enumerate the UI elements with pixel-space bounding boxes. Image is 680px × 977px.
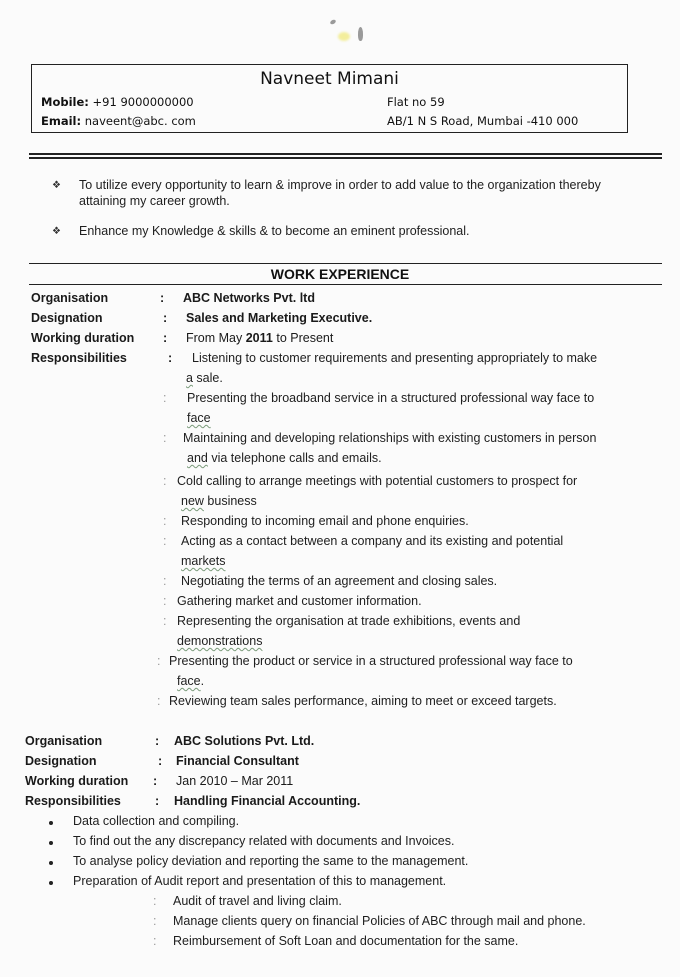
sub-item: Manage clients query on financial Policies of ABC through mail and phone. xyxy=(173,914,586,928)
colon: : xyxy=(158,754,163,768)
colon: : xyxy=(163,614,167,628)
objective-text: attaining my career growth. xyxy=(79,194,230,208)
divider xyxy=(29,157,662,159)
mobile-label: Mobile: xyxy=(41,95,89,109)
responsibility-item: Reviewing team sales performance, aiming to meet or exceed targets. xyxy=(169,694,557,708)
colon: : xyxy=(153,894,157,908)
email-row xyxy=(41,114,196,128)
colon: : xyxy=(155,734,160,748)
responsibility-item-continuation: and via telephone calls and emails. xyxy=(187,451,382,465)
organisation-value: ABC Solutions Pvt. Ltd. xyxy=(174,734,315,748)
responsibility-item-continuation: demonstrations xyxy=(177,634,263,648)
colon: : xyxy=(153,934,157,948)
objective-text: Enhance my Knowledge & skills & to become an eminent professional. xyxy=(79,224,470,238)
responsibility-item: Presenting the product or service in a structured professional way face to xyxy=(169,654,573,668)
objectives-list xyxy=(52,177,652,254)
diamond-bullet-icon: ❖ xyxy=(52,180,61,191)
designation-value: Financial Consultant xyxy=(176,754,299,768)
responsibility-item: Responding to incoming email and phone enquiries. xyxy=(181,514,469,528)
candidate-name: Navneet Mimani xyxy=(260,69,399,89)
address-line-1: Flat no 59 xyxy=(387,95,445,109)
label-organisation: Organisation xyxy=(31,291,109,305)
mobile-value: +91 9000000000 xyxy=(92,95,194,109)
responsibility-item: Representing the organisation at trade exhibitions, events and xyxy=(177,614,521,628)
bullet-icon xyxy=(49,821,53,825)
responsibility-item-continuation: a sale. xyxy=(186,371,223,385)
email-value[interactable]: naveent@abc. com xyxy=(84,114,196,128)
responsibility-item: Cold calling to arrange meetings with potential customers to prospect for xyxy=(177,474,578,488)
mobile-row xyxy=(41,95,194,109)
colon: : xyxy=(163,514,167,528)
responsibility-item: Maintaining and developing relationships with existing customers in person xyxy=(183,431,597,445)
colon: : xyxy=(163,311,168,325)
responsibility-item: Listening to customer requirements and presenting appropriately to make xyxy=(192,351,598,365)
colon: : xyxy=(163,431,167,445)
bullet-icon xyxy=(49,841,53,845)
contact-header xyxy=(31,64,628,133)
objective-item xyxy=(52,223,652,240)
sub-item: Reimbursement of Soft Loan and documentation for the same. xyxy=(173,934,519,948)
responsibility-item-continuation: face. xyxy=(177,674,205,688)
bullet-icon xyxy=(49,881,53,885)
bullet-item: To find out the any discrepancy related with documents and Invoices. xyxy=(73,834,455,848)
label-working-duration: Working duration xyxy=(31,331,135,345)
address-line-2: AB/1 N S Road, Mumbai -410 000 xyxy=(387,114,579,128)
colon: : xyxy=(168,351,173,365)
responsibility-item: Negotiating the terms of an agreement and closing sales. xyxy=(181,574,498,588)
section-title-work-experience: WORK EXPERIENCE xyxy=(270,266,410,282)
colon: : xyxy=(163,391,167,405)
label-responsibilities: Responsibilities xyxy=(31,351,127,365)
colon: : xyxy=(155,794,160,808)
objective-text: To utilize every opportunity to learn & improve in order to add value to the organization thereby xyxy=(79,178,601,192)
logo-icon xyxy=(326,18,366,44)
responsibility-item-continuation: markets xyxy=(181,554,226,568)
responsibility-item: Acting as a contact between a company and its existing and potential xyxy=(181,534,564,548)
label-working-duration: Working duration xyxy=(25,774,129,788)
bullet-item: Preparation of Audit report and presentation of this to management. xyxy=(73,874,447,888)
colon: : xyxy=(153,774,158,788)
label-designation: Designation xyxy=(25,754,97,768)
label-organisation: Organisation xyxy=(25,734,103,748)
colon: : xyxy=(157,694,161,708)
responsibilities-headline: Handling Financial Accounting. xyxy=(174,794,361,808)
bullet-item: Data collection and compiling. xyxy=(73,814,240,828)
organisation-value: ABC Networks Pvt. ltd xyxy=(183,291,315,305)
colon: : xyxy=(163,534,167,548)
colon: : xyxy=(163,331,168,345)
colon: : xyxy=(160,291,165,305)
section-rule xyxy=(29,263,662,264)
email-label: Email: xyxy=(41,114,82,128)
colon: : xyxy=(163,574,167,588)
responsibility-item-continuation: new business xyxy=(181,494,257,508)
label-designation: Designation xyxy=(31,311,103,325)
colon: : xyxy=(157,654,161,668)
colon: : xyxy=(153,914,157,928)
colon: : xyxy=(163,474,167,488)
responsibility-item-continuation: face xyxy=(187,411,211,425)
sub-item: Audit of travel and living claim. xyxy=(173,894,342,908)
label-responsibilities: Responsibilities xyxy=(25,794,121,808)
duration-value: Jan 2010 – Mar 2011 xyxy=(176,774,294,788)
duration-value: From May 2011 to Present xyxy=(186,331,334,345)
divider xyxy=(29,153,662,155)
colon: : xyxy=(163,594,167,608)
responsibility-item: Gathering market and customer information. xyxy=(177,594,422,608)
responsibility-item: Presenting the broadband service in a structured professional way face to xyxy=(187,391,595,405)
bullet-item: To analyse policy deviation and reporting the same to the management. xyxy=(73,854,469,868)
section-rule xyxy=(29,284,662,285)
designation-value: Sales and Marketing Executive. xyxy=(186,311,373,325)
objective-item xyxy=(52,177,652,209)
diamond-bullet-icon: ❖ xyxy=(52,226,61,237)
bullet-icon xyxy=(49,861,53,865)
